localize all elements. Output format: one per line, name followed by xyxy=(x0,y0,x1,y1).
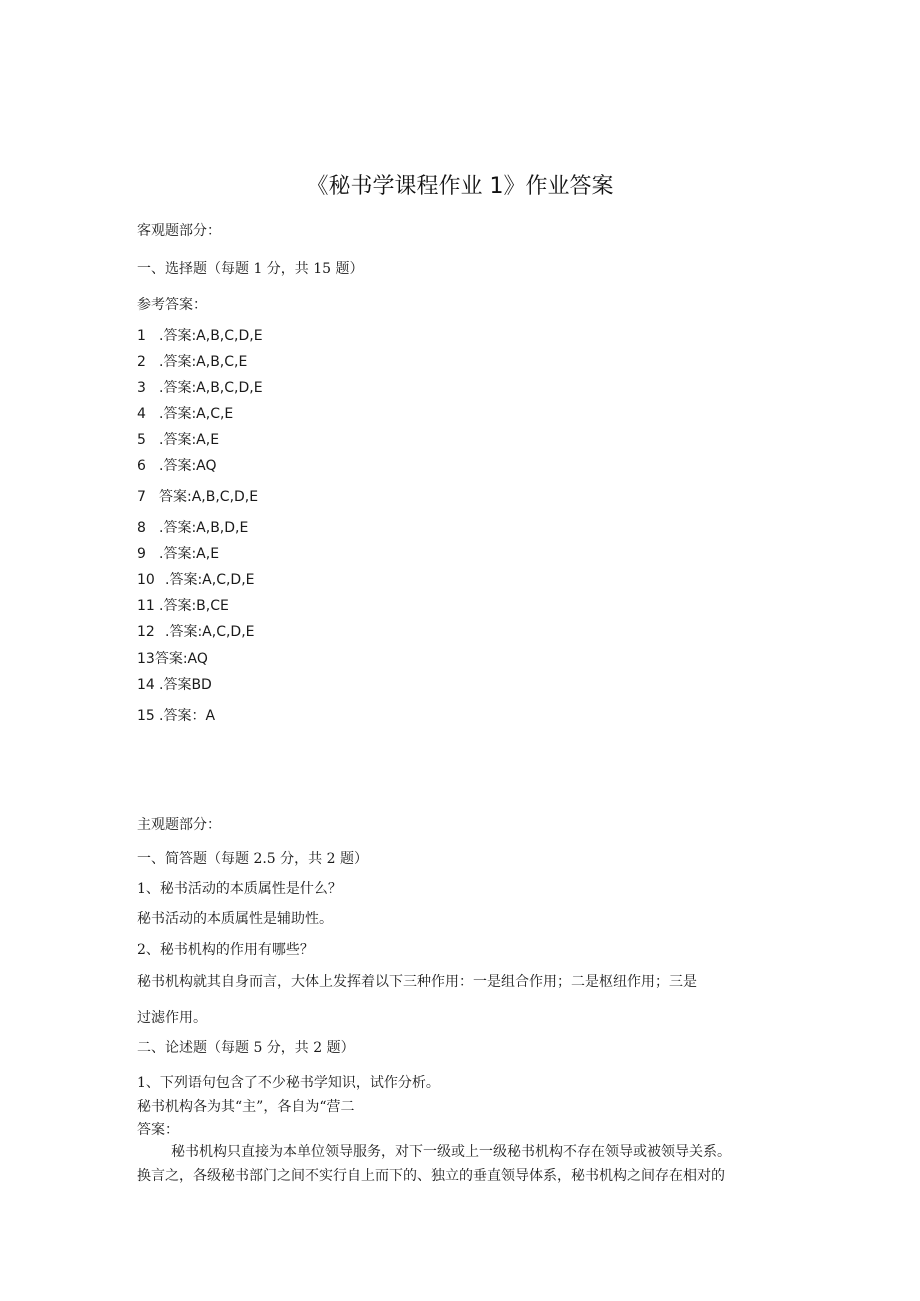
answer-3-line-2: 换言之，各级秘书部门之间不实行自上而下的、独立的垂直领导体系，秘书机构之间存在相对的 xyxy=(137,1168,725,1184)
answer-number: 3 xyxy=(137,380,146,396)
question-1: 1、秘书活动的本质属性是什么？ xyxy=(137,881,342,897)
answer-3-line-1: 秘书机构只直接为本单位领导服务，对下一级或上一级秘书机构不存在领导或被领导关系。 xyxy=(171,1144,731,1160)
answer-row xyxy=(137,623,255,641)
answer-row xyxy=(137,650,208,668)
answer-2-line-1: 秘书机构就其自身而言，大体上发挥着以下三种作用：一是组合作用；二是枢纽作用；三是 xyxy=(137,974,697,990)
objective-section-heading: 一、选择题（每题 1 分，共 15 题） xyxy=(137,261,364,277)
answer-text: 13答案:AQ xyxy=(137,651,208,667)
answer-number: 9 xyxy=(137,546,146,562)
answer-number: 10 xyxy=(137,572,155,588)
question-2: 2、秘书机构的作用有哪些？ xyxy=(137,942,314,958)
answer-number: 4 xyxy=(137,406,146,422)
reference-answers-label: 参考答案： xyxy=(137,297,207,313)
answer-row xyxy=(137,353,247,371)
answer-text: .答案:A,B,C,E xyxy=(159,354,248,370)
answer-number: 7 xyxy=(137,489,146,505)
answer-text: .答案:A,E xyxy=(159,432,220,448)
answer-text: .答案:B,CE xyxy=(159,598,229,614)
answer-text: 答案:A,B,C,D,E xyxy=(159,489,259,505)
answer-text: .答案：A xyxy=(159,708,216,724)
answer-number: 12 xyxy=(137,624,155,640)
question-3: 1、下列语句包含了不少秘书学知识，试作分析。 xyxy=(137,1075,440,1091)
answer-row xyxy=(137,545,219,563)
subjective-heading: 主观题部分： xyxy=(137,817,221,833)
answer-number: 8 xyxy=(137,520,146,536)
answer-row xyxy=(137,431,219,449)
question-3-quote: 秘书机构各为其“主”，各自为“营二 xyxy=(137,1099,355,1115)
page-title: 《秘书学课程作业 1》作业答案 xyxy=(306,174,614,199)
answer-text: .答案:A,C,E xyxy=(159,406,234,422)
answer-number: 2 xyxy=(137,354,146,370)
answer-row xyxy=(137,327,263,345)
answer-text: .答案:AQ xyxy=(159,458,217,474)
answer-text: .答案:A,B,D,E xyxy=(159,520,249,536)
answer-number: 15 xyxy=(137,708,155,724)
answer-row xyxy=(137,676,212,694)
answer-number: 11 xyxy=(137,598,155,614)
answer-text: .答案:A,C,D,E xyxy=(165,572,255,588)
answer-number: 5 xyxy=(137,432,146,448)
answer-row xyxy=(137,519,248,537)
answer-2-line-2: 过滤作用。 xyxy=(137,1010,207,1026)
answer-number: 6 xyxy=(137,458,146,474)
answer-text: .答案:A,B,C,D,E xyxy=(159,380,263,396)
answer-row xyxy=(137,571,255,589)
answer-text: .答案BD xyxy=(159,677,212,693)
essay-section-heading: 二、论述题（每题 5 分，共 2 题） xyxy=(137,1040,355,1056)
answer-row xyxy=(137,405,233,423)
answer-row xyxy=(137,457,217,475)
answer-row xyxy=(137,597,229,615)
answer-number: 1 xyxy=(137,328,146,344)
answer-text: .答案:A,B,C,D,E xyxy=(159,328,263,344)
answer-text: .答案:A,C,D,E xyxy=(165,624,255,640)
answer-label: 答案： xyxy=(137,1122,179,1138)
answer-row xyxy=(137,488,258,506)
answer-row xyxy=(137,707,215,725)
answer-row xyxy=(137,379,263,397)
short-answer-section-heading: 一、简答题（每题 2.5 分，共 2 题） xyxy=(137,851,368,867)
objective-heading: 客观题部分： xyxy=(137,223,221,239)
answer-1: 秘书活动的本质属性是辅助性。 xyxy=(137,911,333,927)
answer-number: 14 xyxy=(137,677,155,693)
answer-text: .答案:A,E xyxy=(159,546,220,562)
